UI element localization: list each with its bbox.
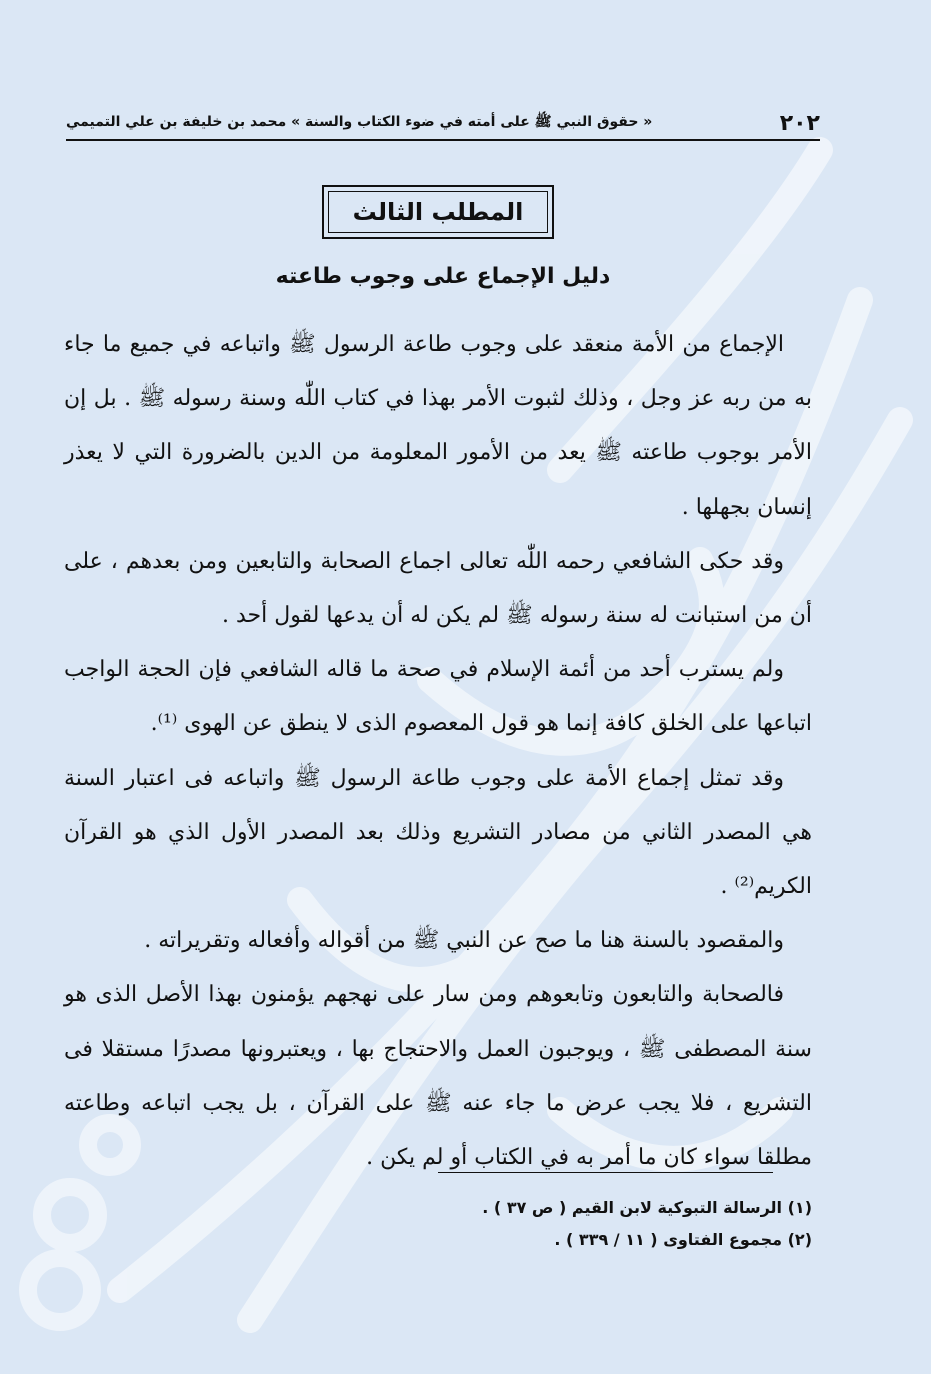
paragraph-5: والمقصود بالسنة هنا ما صح عن النبي ﷺ من أقواله وأفعاله وتقريراته . [144,928,784,954]
body-text [64,318,812,1185]
subheading: دليل الإجماع على وجوب طاعته [275,264,611,289]
section-title: المطلب الثالث [352,198,524,226]
paragraph-4: وقد تمثل إجماع الأمة على وجوب طاعة الرسول ﷺ واتباعه فى اعتبار السنة هي المصدر الثاني من مصادر التشريع وذلك بعد المصدر الأول الذي هو القرآن الكريم⁽²⁾ . [64,765,812,900]
footnote-1: (١) الرسالة التبوكية لابن القيم ( ص ٣٧ ) . [482,1198,812,1217]
footnote-divider [438,1172,773,1173]
footnote-2: (٢) مجموع الفتاوى ( ١١ / ٣٣٩ ) . [554,1230,812,1249]
page-header [66,108,820,138]
page-number: ٢٠٢ [779,110,820,136]
paragraph-3: ولم يسترب أحد من أئمة الإسلام في صحة ما قاله الشافعي فإن الحجة الواجب اتباعها على الخلق كافة إنما هو قول المعصوم الذى لا ينطق عن الهوى ⁽¹⁾. [64,657,812,737]
footnotes [64,1192,812,1256]
running-title: « حقوق النبي ﷺ على أمته في ضوء الكتاب والسنة » محمد بن خليفة بن علي التميمي [66,114,653,130]
section-title-box [322,185,554,239]
paragraph-1: الإجماع من الأمة منعقد على وجوب طاعة الرسول ﷺ واتباعه في جميع ما جاء به من ربه عز وجل ، وذلك لثبوت الأمر بهذا في كتاب اللّٰه وسنة رسوله ﷺ . بل إن الأمر بوجوب طاعته ﷺ يعد من الأمور المعلومة من الدين بالضرورة التي لا يعذر إنسان بجهلها . [64,332,812,520]
paragraph-6: فالصحابة والتابعون وتابعوهم ومن سار على نهجهم يؤمنون بهذا الأصل الذى هو سنة المصطفى ﷺ ، ويوجبون العمل والاحتجاج بها ، ويعتبرونها مصدرًا مستقلا فى التشريع ، فلا يجب عرض ما جاء عنه ﷺ على القرآن ، بل يجب اتباعه وطاعته مطلقا سواء كان ما أمر به في الكتاب أو لم يكن . [64,982,812,1171]
header-divider [66,139,820,141]
paragraph-2: وقد حكى الشافعي رحمه اللّٰه تعالى اجماع الصحابة والتابعين ومن بعدهم ، على أن من استبانت له سنة رسوله ﷺ لم يكن له أن يدعها لقول أحد . [64,548,812,629]
